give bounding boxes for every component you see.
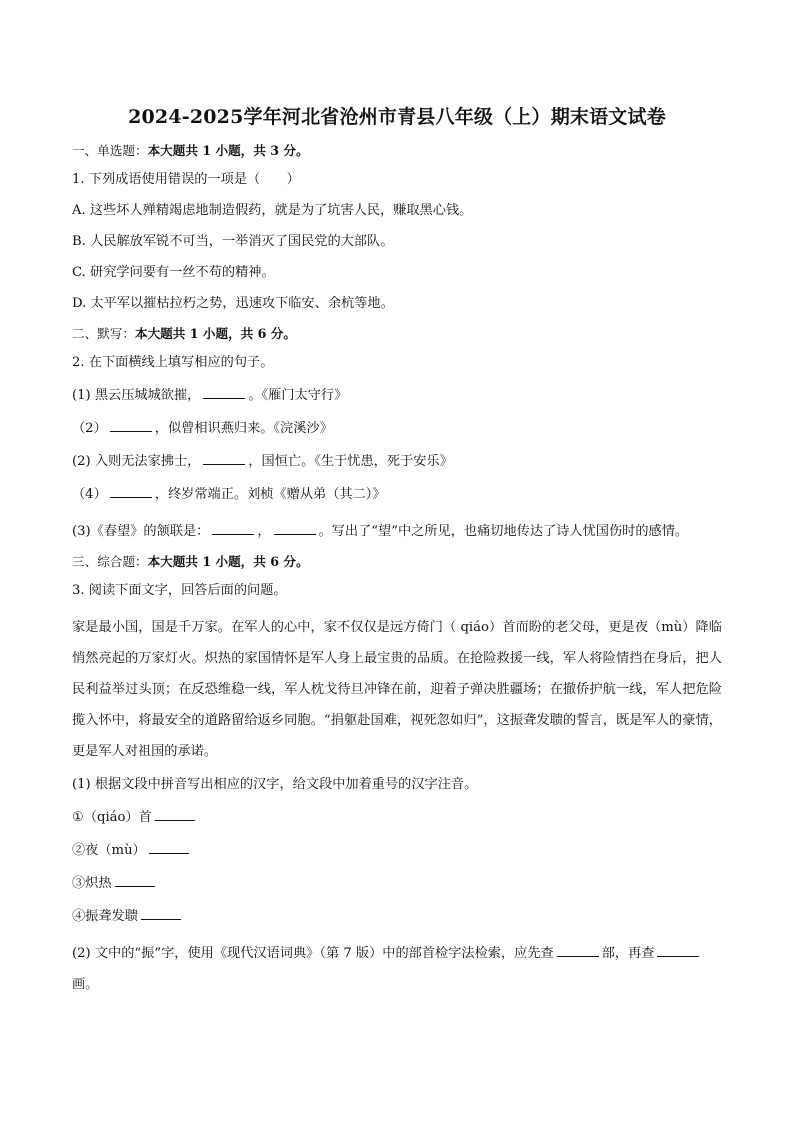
answer-blank[interactable] <box>110 483 152 498</box>
sub-item-3 <box>72 872 722 894</box>
section-heading-2 <box>72 325 722 343</box>
line-text: ，终岁常端正。刘桢《赠从弟（其二）》 <box>154 487 386 502</box>
line-text: (2) 入则无法家拂士， <box>72 454 201 469</box>
answer-blank[interactable] <box>212 520 254 535</box>
section-desc: 本大题共 1 小题，共 6 分。 <box>147 554 309 569</box>
reading-passage: 家是最小国，国是千万家。在军人的心中，家不仅仅是远方倚门（ qiáo）首而盼的老父母，更是夜（mù）降临悄然亮起的万家灯火。炽热的家国情怀是军人身上最宝贵的品质。在抢险救援一线，军人将险情挡在身后，把人民利益举过头顶；在反恐维稳一线，军人枕戈待旦冲锋在前，迎着子弹决胜疆场；在撤侨护航一线，军人把危险揽入怀中，将最安全的道路留给返乡同胞。“捐躯赴国难，视死忽如归”，这振聋发聩的誓言，既是军人的豪情，更是军人对祖国的承诺。 <box>72 620 722 759</box>
sub-item-1 <box>72 806 722 828</box>
sub-item-2 <box>72 839 722 861</box>
line-text: 画。 <box>72 977 99 992</box>
option-c: C. 研究学问要有一丝不苟的精神。 <box>72 265 275 280</box>
line-text: （4） <box>72 487 107 502</box>
item-text: ③炽热 <box>72 876 112 891</box>
line-text: 。《雁门太守行》 <box>248 388 348 403</box>
answer-blank[interactable] <box>115 872 155 887</box>
answer-blank[interactable] <box>110 417 152 432</box>
answer-blank[interactable] <box>203 450 245 465</box>
page-title: 2024-2025学年河北省沧州市青县八年级（上）期末语文试卷 <box>128 106 666 128</box>
dictation-line-5 <box>72 516 722 547</box>
line-text: ，国恒亡。《生于忧患，死于安乐》 <box>248 454 453 469</box>
dictation-line-1 <box>72 384 722 406</box>
answer-blank[interactable] <box>149 839 189 854</box>
dictation-line-3 <box>72 450 722 472</box>
dictation-line-4 <box>72 483 722 505</box>
sub-item-4 <box>72 905 722 927</box>
section-desc: 本大题共 1 小题，共 3 分。 <box>147 143 309 158</box>
answer-blank[interactable] <box>657 942 699 957</box>
section-desc: 本大题共 1 小题，共 6 分。 <box>134 326 296 341</box>
answer-blank[interactable] <box>557 942 599 957</box>
line-text: ， <box>257 524 271 539</box>
dictation-line-2 <box>72 417 722 439</box>
section-heading-1 <box>72 142 722 160</box>
section-label: 二、默写： <box>72 326 135 341</box>
sub-question-2 <box>72 938 722 1000</box>
option-b: B. 人民解放军锐不可当，一举消灭了国民党的大部队。 <box>72 234 394 249</box>
section-label: 三、综合题： <box>72 554 148 569</box>
answer-blank[interactable] <box>203 384 245 399</box>
section-heading-3 <box>72 553 722 571</box>
line-text: ，似曾相识燕归来。《浣溪沙》 <box>154 421 333 436</box>
answer-blank[interactable] <box>274 520 316 535</box>
answer-blank[interactable] <box>155 806 195 821</box>
question-2-stem: 2. 在下面横线上填写相应的句子。 <box>72 355 274 370</box>
line-text: (2) 文中的“振”字，使用《现代汉语词典》（第 7 版）中的部首检字法检索，应先查 <box>72 946 554 961</box>
item-text: ①（qiáo）首 <box>72 810 152 825</box>
line-text: 部，再查 <box>601 946 655 961</box>
answer-blank[interactable] <box>141 905 181 920</box>
item-text: ②夜（mù） <box>72 843 146 858</box>
line-text: (3)《春望》的颔联是： <box>72 524 210 539</box>
line-text: （2） <box>72 421 107 436</box>
option-d: D. 太平军以摧枯拉朽之势，迅速攻下临安、余杭等地。 <box>72 296 394 311</box>
item-text: ④振聋发聩 <box>72 909 138 924</box>
line-text: 。写出了“望”中之所见，也痛切地传达了诗人忧国伤时的感情。 <box>318 524 689 539</box>
question-3-stem: 3. 阅读下面文字，回答后面的问题。 <box>72 583 287 598</box>
section-label: 一、单选题： <box>72 143 148 158</box>
option-a: A. 这些坏人殚精竭虑地制造假药，就是为了坑害人民，赚取黑心钱。 <box>72 203 473 218</box>
line-text: (1) 黑云压城城欲摧， <box>72 388 201 403</box>
question-1-stem: 1. 下列成语使用错误的一项是（ ） <box>72 172 300 187</box>
sub-question-1: (1) 根据文段中拼音写出相应的汉字，给文段中加着重号的汉字注音。 <box>72 777 478 792</box>
